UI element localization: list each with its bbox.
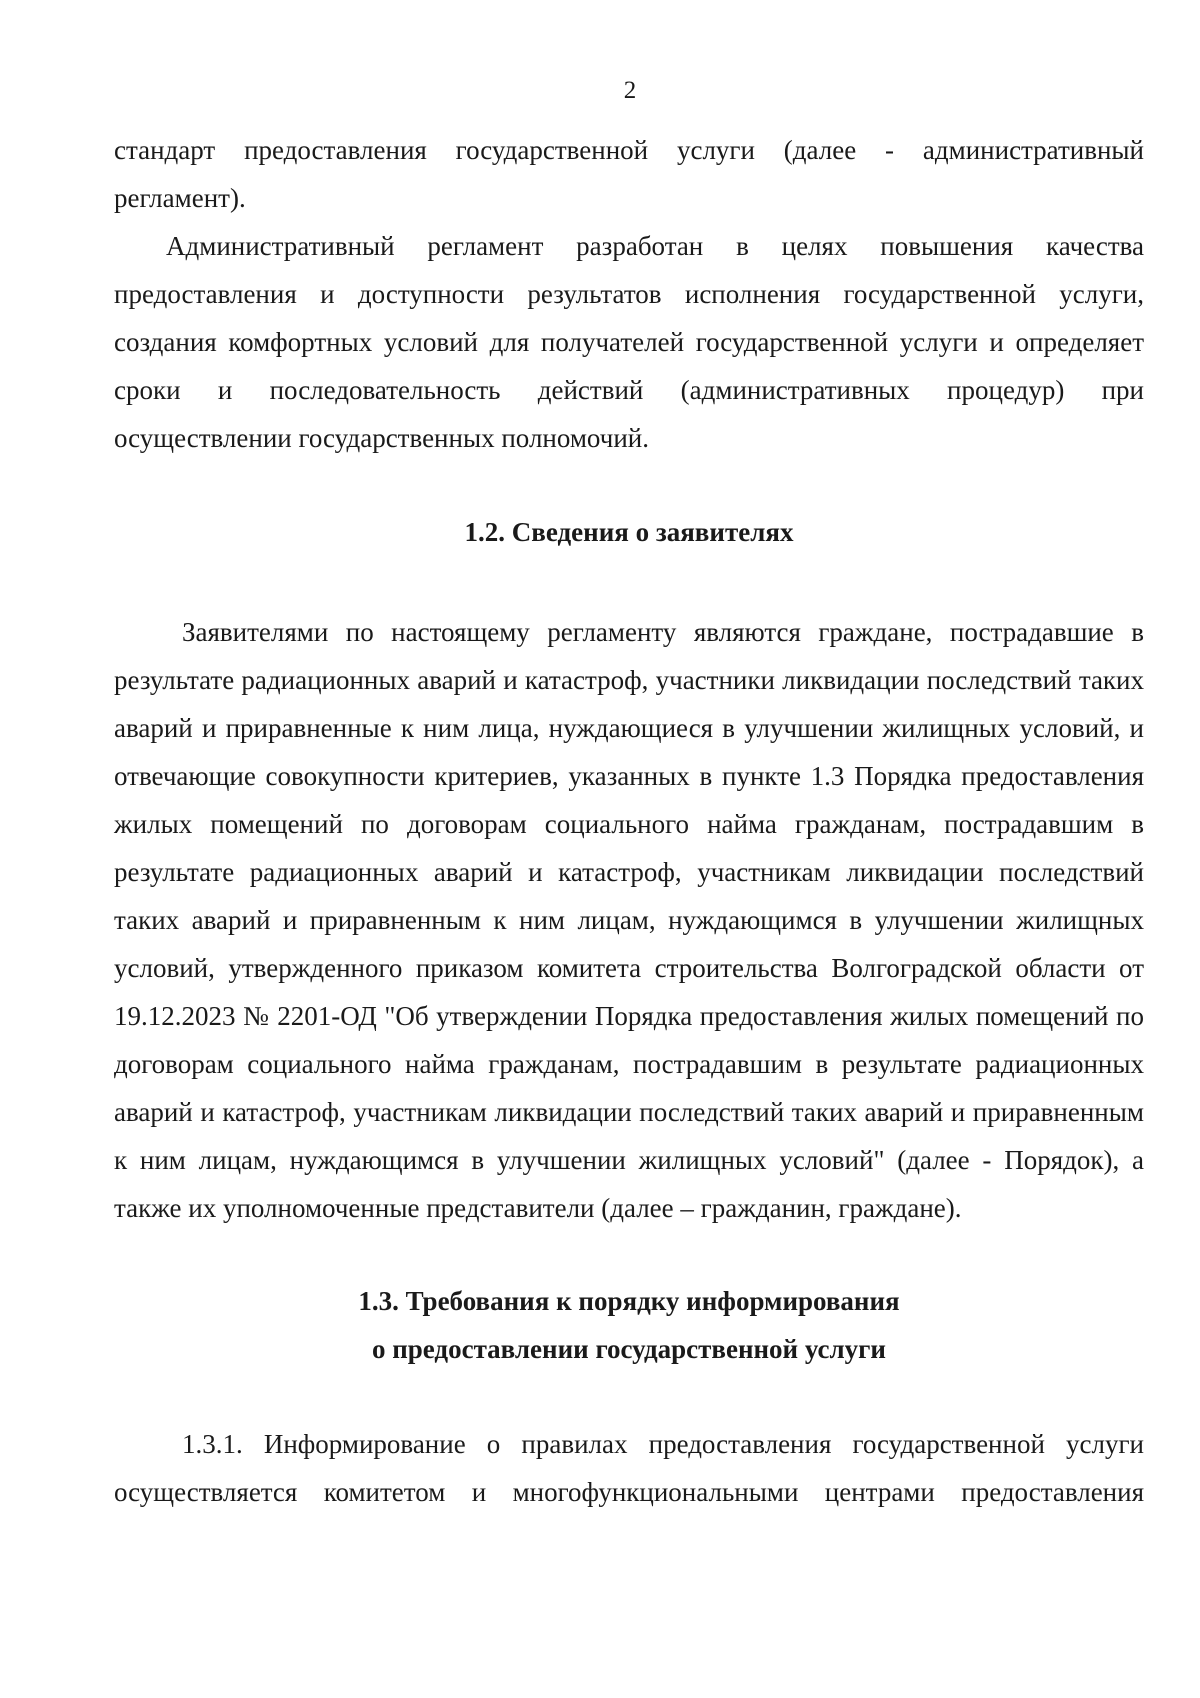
paragraph-regulation-purpose: Административный регламент разработан в целях повышения качества предоставления и доступности результатов исполнения государственной услуги, создания комфортных условий для получателей государственной услуги и определяет сроки и последовательность действий (административных процедур) при осуществлении государственных полномочий. [114, 231, 1144, 453]
document-body [114, 124, 1144, 1516]
paragraph-informing: 1.3.1. Информирование о правилах предоставления государственной услуги осуществляется комитетом и многофункциональными центрами предоставления [114, 1429, 1144, 1507]
page-number: 2 [623, 77, 637, 104]
paragraph-applicants: Заявителями по настоящему регламенту являются граждане, пострадавшие в результате радиационных аварий и катастроф, участники ликвидации последствий таких аварий и приравненные к ним лица, нуждающиеся в улучшении жилищных условий, и отвечающие совокупности критериев, указанных в пункте 1.3 Порядка предоставления жилых помещений по договорам социального найма гражданам, пострадавшим в результате радиационных аварий и катастроф, участникам ликвидации последствий таких аварий и приравненным к ним лицам, нуждающимся в улучшении жилищных условий, утвержденного приказом комитета строительства Волгоградской области от 19.12.2023 № 2201-ОД "Об утверждении Порядка предоставления жилых помещений по договорам социального найма гражданам, пострадавшим в результате радиационных аварий и катастроф, участникам ликвидации последствий таких аварий и приравненным к ним лицам, нуждающимся в улучшении жилищных условий" (далее - Порядок), а также их уполномоченные представители (далее – гражданин, граждане). [114, 617, 1144, 1223]
paragraph-regulation-continuation: стандарт предоставления государственной услуги (далее - административный регламент). [114, 135, 1144, 213]
section-heading-1-3-line-2: о предоставлении государственной услуги [371, 1334, 886, 1364]
section-heading-1-3-line-1: 1.3. Требования к порядку информирования [358, 1286, 900, 1316]
section-heading-1-2: 1.2. Сведения о заявителях [464, 517, 794, 547]
section-heading-1-3 [114, 1277, 1144, 1373]
